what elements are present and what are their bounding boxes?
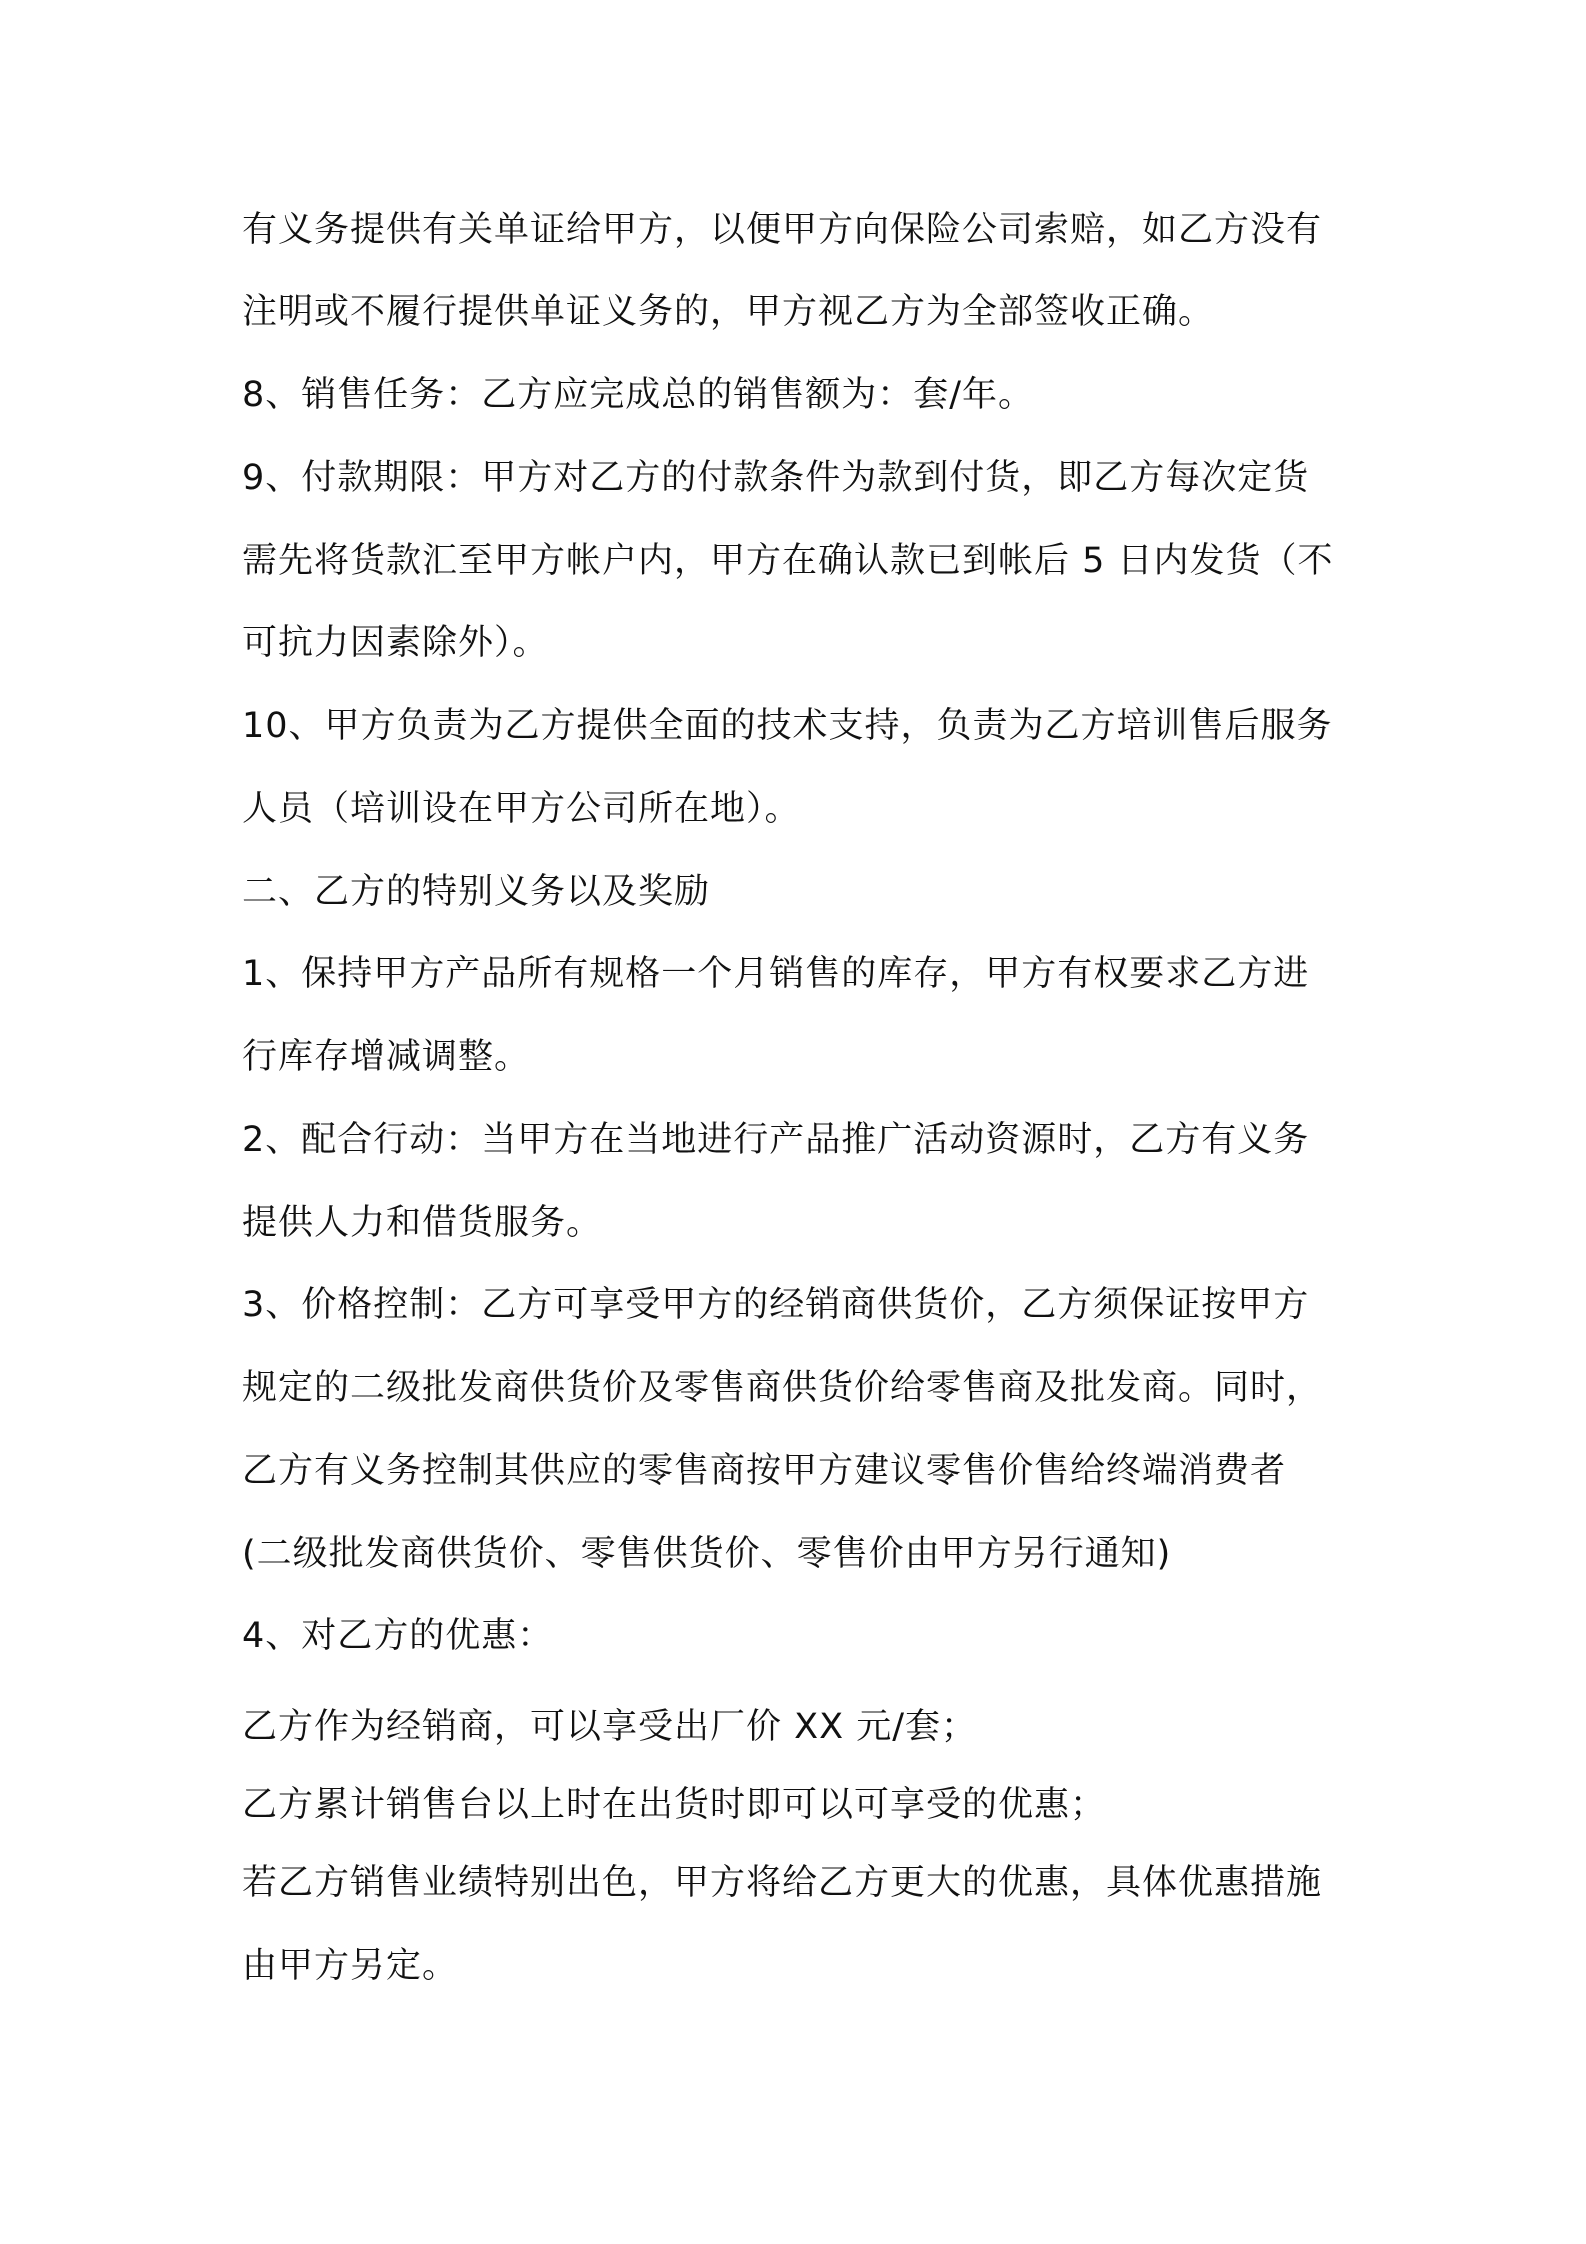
text-line: 8、销售任务：乙方应完成总的销售额为：套/年。 [242,375,1035,415]
text-line: 3、价格控制：乙方可享受甲方的经销商供货价，乙方须保证按甲方 [242,1285,1310,1325]
text-line: 提供人力和借货服务。 [242,1203,603,1243]
text-line: 乙方累计销售台以上时在出货时即可以可享受的优惠； [242,1785,1107,1825]
text-line: 人员（培训设在甲方公司所在地）。 [242,789,801,829]
text-line: 若乙方销售业绩特别出色，甲方将给乙方更大的优惠，具体优惠措施 [242,1863,1323,1903]
text-line: 注明或不履行提供单证义务的，甲方视乙方为全部签收正确。 [242,292,1215,332]
text-line: 需先将货款汇至甲方帐户内，甲方在确认款已到帐后 5 日内发货（不 [242,541,1334,581]
text-line: 由甲方另定。 [242,1946,459,1986]
text-line: 乙方作为经销商，可以享受出厂价 XX 元/套； [242,1707,977,1747]
text-line: 行库存增减调整。 [242,1037,531,1077]
text-line: 1、保持甲方产品所有规格一个月销售的库存，甲方有权要求乙方进 [242,954,1310,994]
text-line: 有义务提供有关单证给甲方，以便甲方向保险公司索赔，如乙方没有 [242,210,1323,250]
text-line: 可抗力因素除外）。 [242,623,549,663]
text-line: 4、对乙方的优惠： [242,1616,554,1656]
text-line: 乙方有义务控制其供应的零售商按甲方建议零售价售给终端消费者 [242,1451,1287,1491]
text-line: 10、甲方负责为乙方提供全面的技术支持，负责为乙方培训售后服务 [242,706,1333,746]
text-line: 2、配合行动：当甲方在当地进行产品推广活动资源时，乙方有义务 [242,1120,1310,1160]
text-line: 9、付款期限：甲方对乙方的付款条件为款到付货，即乙方每次定货 [242,458,1310,498]
section-heading: 二、乙方的特别义务以及奖励 [242,872,711,912]
text-line: (二级批发商供货价、零售供货价、零售价由甲方另行通知) [242,1534,1172,1574]
text-line: 规定的二级批发商供货价及零售商供货价给零售商及批发商。同时， [242,1368,1323,1408]
